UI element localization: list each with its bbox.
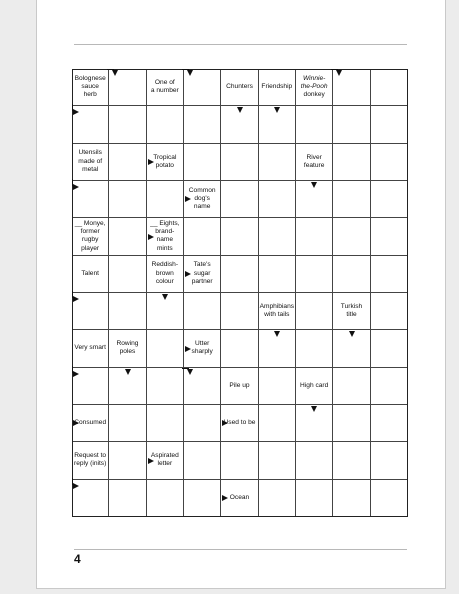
- grid-cell[interactable]: [147, 330, 184, 367]
- clue-line: Rowing: [116, 340, 139, 348]
- clue-line: Pile up: [229, 381, 250, 389]
- clue-cell: [221, 69, 258, 106]
- clue-text: [74, 144, 106, 180]
- clue-text: [74, 330, 106, 366]
- footer-rule: [74, 549, 407, 550]
- clue-text: [261, 293, 293, 329]
- arrow-down-icon: [237, 107, 243, 113]
- grid-cell[interactable]: [147, 368, 184, 405]
- clue-cell: [296, 69, 333, 106]
- arrow-down-icon: [274, 331, 280, 337]
- arrow-right-icon: [222, 495, 228, 501]
- arrow-down-icon: [274, 107, 280, 113]
- clue-text: [261, 69, 293, 105]
- clue-line: Tate's sugar: [193, 261, 211, 277]
- grid-cell[interactable]: [333, 405, 370, 442]
- arrow-right-icon: [148, 159, 154, 165]
- arrow-right-icon: [73, 371, 79, 377]
- grid-cell[interactable]: [371, 405, 408, 442]
- grid-cell[interactable]: [371, 144, 408, 181]
- grid-cell[interactable]: [333, 144, 370, 181]
- grid-cell[interactable]: [221, 181, 258, 218]
- arrow-hook-icon: [107, 69, 114, 70]
- grid-cell[interactable]: [147, 480, 184, 517]
- clue-cell: [259, 293, 296, 330]
- arrow-hook-icon: [182, 368, 189, 369]
- clue-cell: [72, 442, 109, 479]
- clue-cell: [296, 368, 333, 405]
- grid-cell[interactable]: [109, 480, 146, 517]
- grid-cell[interactable]: [296, 293, 333, 330]
- arrow-down-icon: [311, 406, 317, 412]
- grid-cell[interactable]: [296, 256, 333, 293]
- grid-cell[interactable]: [371, 106, 408, 143]
- grid-cell[interactable]: [259, 480, 296, 517]
- grid-cell[interactable]: [259, 181, 296, 218]
- grid-cell[interactable]: [296, 442, 333, 479]
- clue-text: [298, 368, 330, 404]
- clue-line: potato: [155, 161, 174, 169]
- grid-cell[interactable]: [333, 442, 370, 479]
- clue-line: donkey: [303, 91, 325, 99]
- grid-cell[interactable]: [371, 69, 408, 106]
- arrow-right-icon: [185, 271, 191, 277]
- grid-cell[interactable]: [371, 218, 408, 255]
- grid-cell[interactable]: [296, 106, 333, 143]
- arrow-hook-icon: [72, 179, 73, 186]
- grid-cell[interactable]: [333, 218, 370, 255]
- clue-text: [111, 330, 143, 366]
- clue-line: Utter: [195, 340, 210, 348]
- grid-cell[interactable]: [259, 405, 296, 442]
- grid-cell[interactable]: [221, 144, 258, 181]
- clue-line: Turkish title: [340, 302, 363, 319]
- clue-cell: [221, 368, 258, 405]
- grid-cell[interactable]: [109, 405, 146, 442]
- grid-cell[interactable]: [221, 218, 258, 255]
- clue-line: Talent: [81, 269, 99, 277]
- clue-text: [298, 144, 330, 180]
- clue-cell: [72, 330, 109, 367]
- grid-cell[interactable]: [184, 480, 221, 517]
- clue-line: Chunters: [226, 83, 253, 91]
- clue-line: Request to: [74, 452, 107, 460]
- grid-cell[interactable]: [371, 368, 408, 405]
- arrow-down-icon: [336, 70, 342, 76]
- clue-line: feature: [303, 161, 325, 169]
- clue-line: rugby player: [81, 236, 100, 252]
- grid-cell[interactable]: [184, 218, 221, 255]
- grid-cell[interactable]: [296, 480, 333, 517]
- clue-line: Winnie-: [303, 74, 326, 82]
- grid-cell[interactable]: [259, 256, 296, 293]
- grid-cell[interactable]: [333, 368, 370, 405]
- clue-line: the-Pooh: [300, 83, 328, 91]
- header-rule: [74, 44, 407, 45]
- clue-cell: [72, 218, 109, 255]
- grid-cell[interactable]: [371, 330, 408, 367]
- clue-line: Consumed: [74, 419, 107, 427]
- grid-cell[interactable]: [184, 293, 221, 330]
- arrow-down-icon: [162, 294, 168, 300]
- clue-line: mints: [156, 244, 173, 252]
- clue-line: brown colour: [155, 269, 174, 285]
- grid-cell[interactable]: [184, 106, 221, 143]
- arrow-right-icon: [185, 346, 191, 352]
- clue-line: High card: [300, 381, 329, 389]
- clue-cell: [147, 256, 184, 293]
- arrow-right-icon: [73, 420, 79, 426]
- grid-cell[interactable]: [333, 256, 370, 293]
- grid-cell[interactable]: [109, 256, 146, 293]
- arrow-down-icon: [311, 182, 317, 188]
- clue-text: [223, 69, 255, 105]
- clue-text: [149, 69, 181, 105]
- arrow-hook-icon: [72, 478, 73, 485]
- grid-cell[interactable]: [147, 181, 184, 218]
- clue-text: [298, 69, 330, 105]
- arrow-hook-icon: [331, 69, 338, 70]
- grid-cell[interactable]: [221, 330, 258, 367]
- clue-line: __ Eights,: [150, 220, 180, 228]
- clue-line: partner: [191, 277, 213, 285]
- arrow-down-icon: [187, 369, 193, 375]
- clue-cell: [296, 144, 333, 181]
- clue-cell: [72, 144, 109, 181]
- grid-cell[interactable]: [371, 293, 408, 330]
- clue-line: River: [306, 153, 322, 161]
- arrow-right-icon: [73, 184, 79, 190]
- clue-cell: [259, 69, 296, 106]
- grid-cell[interactable]: [333, 480, 370, 517]
- grid-cell[interactable]: [333, 181, 370, 218]
- clue-cell: [333, 293, 370, 330]
- grid-cell[interactable]: [296, 218, 333, 255]
- clue-text: [74, 218, 106, 254]
- clue-line: sharply: [191, 348, 213, 356]
- arrow-right-icon: [73, 483, 79, 489]
- arrow-hook-icon: [72, 366, 73, 373]
- arrow-right-icon: [148, 234, 154, 240]
- arrow-right-icon: [73, 109, 79, 115]
- page-number: 4: [74, 552, 81, 566]
- arrow-down-icon: [349, 331, 355, 337]
- clue-cell: [72, 69, 109, 106]
- clue-line: made of: [78, 157, 103, 165]
- clue-line: poles: [119, 348, 136, 356]
- grid-cell[interactable]: [109, 144, 146, 181]
- clue-line: Friendship: [261, 83, 293, 91]
- clue-line: One of: [154, 78, 175, 86]
- grid-cell[interactable]: [221, 442, 258, 479]
- grid-cell[interactable]: [371, 256, 408, 293]
- arrow-right-icon: [222, 420, 228, 426]
- clue-line: sauce herb: [81, 83, 99, 99]
- grid-cell[interactable]: [109, 293, 146, 330]
- clue-line: reply (inits): [74, 460, 107, 468]
- clue-line: brand-name: [155, 228, 175, 244]
- clue-text: [335, 293, 367, 329]
- clue-line: letter: [157, 460, 173, 468]
- clue-line: Ocean: [229, 494, 250, 502]
- clue-line: Utensils: [78, 149, 102, 157]
- clue-line: Amphibians: [259, 302, 295, 310]
- arrow-right-icon: [185, 196, 191, 202]
- grid-cell[interactable]: [371, 480, 408, 517]
- grid-cell[interactable]: [371, 181, 408, 218]
- clue-cell: [72, 256, 109, 293]
- grid-cell[interactable]: [184, 144, 221, 181]
- clue-cell: [147, 69, 184, 106]
- grid-cell[interactable]: [184, 405, 221, 442]
- clue-cell: [109, 330, 146, 367]
- arrow-hook-icon: [182, 69, 189, 70]
- clue-line: metal: [82, 165, 99, 173]
- grid-cell[interactable]: [221, 293, 258, 330]
- clue-line: Tropical: [153, 153, 177, 161]
- clue-line: Common: [188, 186, 216, 194]
- clue-line: dog's name: [193, 195, 211, 211]
- clue-line: Aspirated: [150, 452, 179, 460]
- grid-cell[interactable]: [371, 442, 408, 479]
- grid-cell[interactable]: [184, 442, 221, 479]
- clue-text: [74, 256, 106, 292]
- grid-cell[interactable]: [109, 181, 146, 218]
- clue-text: [223, 368, 255, 404]
- clue-line: Reddish-: [151, 261, 179, 269]
- grid-cell[interactable]: [333, 106, 370, 143]
- clue-line: former: [80, 228, 100, 236]
- grid-cell[interactable]: [259, 368, 296, 405]
- grid-cell[interactable]: [147, 405, 184, 442]
- grid-cell[interactable]: [109, 106, 146, 143]
- grid-cell[interactable]: [259, 218, 296, 255]
- puzzle-page: [36, 0, 446, 589]
- arrow-right-icon: [148, 458, 154, 464]
- clue-line: Used to be: [223, 419, 256, 427]
- arrow-hook-icon: [72, 104, 73, 111]
- grid-cell[interactable]: [259, 442, 296, 479]
- arrow-down-icon: [112, 70, 118, 76]
- clue-line: with tails: [264, 311, 290, 319]
- grid-cell[interactable]: [109, 218, 146, 255]
- clue-text: [149, 256, 181, 292]
- clue-line: __ Monye,: [74, 220, 106, 228]
- grid-cell[interactable]: [259, 144, 296, 181]
- arrow-down-icon: [187, 70, 193, 76]
- crossword-grid: [72, 69, 408, 517]
- arrow-down-icon: [125, 369, 131, 375]
- grid-cell[interactable]: [109, 442, 146, 479]
- grid-cell[interactable]: [296, 330, 333, 367]
- clue-text: [74, 69, 106, 105]
- clue-text: [74, 442, 106, 478]
- clue-line: a number: [150, 87, 179, 95]
- arrow-right-icon: [73, 296, 79, 302]
- arrow-hook-icon: [72, 291, 73, 298]
- clue-line: Very smart: [74, 344, 106, 352]
- clue-line: Bolognese: [74, 74, 106, 82]
- grid-cell[interactable]: [147, 106, 184, 143]
- grid-cell[interactable]: [221, 256, 258, 293]
